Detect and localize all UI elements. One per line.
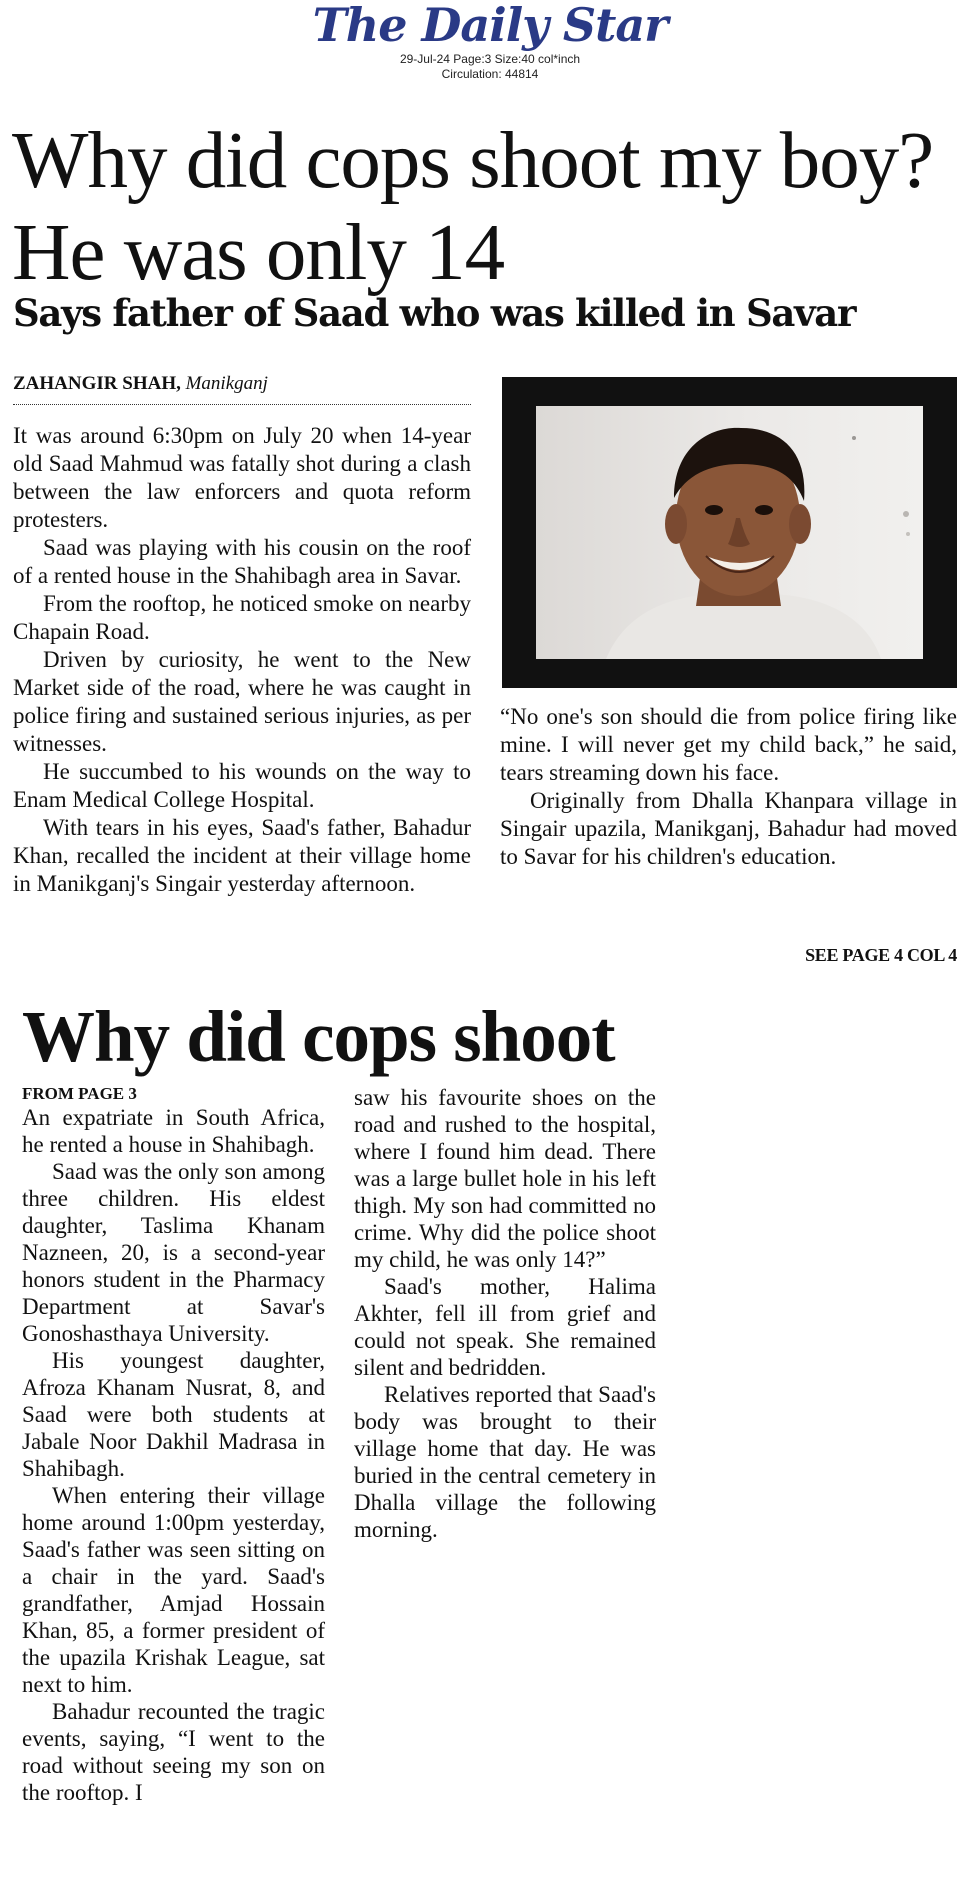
byline-name: ZAHANGIR SHAH, xyxy=(13,373,181,394)
article-column-2 xyxy=(500,703,957,871)
paragraph: With tears in his eyes, Saad's father, Bahadur Khan, recalled the incident at their village home in Manikganj's Singair yesterday afternoon. xyxy=(13,815,471,896)
paragraph: From the rooftop, he noticed smoke on nearby Chapain Road. xyxy=(13,591,471,644)
byline-divider xyxy=(13,404,471,405)
paragraph: Saad was playing with his cousin on the roof of a rented house in the Shahibagh area in Savar. xyxy=(13,535,471,588)
paragraph: Saad's mother, Halima Akhter, fell ill from grief and could not speak. She remained silent and bedridden. xyxy=(354,1274,656,1380)
paragraph: Originally from Dhalla Khanpara village in Singair upazila, Manikganj, Bahadur had moved to Savar for his children's education. xyxy=(500,788,957,869)
continuation-headline: Why did cops shoot xyxy=(22,996,615,1077)
circulation-line: Circulation: 44814 xyxy=(441,67,539,81)
paragraph: “No one's son should die from police firing like mine. I will never get my child back,” he said, tears streaming down his face. xyxy=(500,704,957,785)
byline-place: Manikganj xyxy=(185,373,268,394)
from-page-label: FROM PAGE 3 xyxy=(22,1084,137,1103)
article-column-1 xyxy=(13,422,471,898)
continuation-column-1 xyxy=(22,1104,325,1806)
paragraph: He succumbed to his wounds on the way to Enam Medical College Hospital. xyxy=(13,759,471,812)
newspaper-logo: The Daily Star xyxy=(312,0,668,52)
article-subhead: Says father of Saad who was killed in Savar xyxy=(13,291,856,335)
portrait-photo xyxy=(536,406,923,659)
clipping-meta-line: 29-Jul-24 Page:3 Size:40 col*inch xyxy=(399,52,581,66)
photo-frame xyxy=(502,377,957,688)
paragraph: Relatives reported that Saad's body was brought to their village home that day. He was buried in the central cemetery in Dhalla village the following morning. xyxy=(354,1382,656,1542)
paragraph: saw his favourite shoes on the road and rushed to the hospital, where I found him dead. There was a large bullet hole in his left thigh. My son had committed no crime. Why did the police shoot my child, he was only 14?” xyxy=(354,1085,656,1272)
paragraph: Saad was the only son among three children. His eldest daughter, Taslima Khanam Nazneen, 20, is a second-year honors student in the Pharmacy Department at Savar's Gonoshasthaya University. xyxy=(22,1159,325,1346)
continuation-column-2 xyxy=(354,1084,656,1543)
paragraph: His youngest daughter, Afroza Khanam Nusrat, 8, and Saad were both students at Jabale Noor Dakhil Madrasa in Shahibagh. xyxy=(22,1348,325,1481)
paragraph: Driven by curiosity, he went to the New Market side of the road, where he was caught in police firing and sustained serious injuries, as per witnesses. xyxy=(13,647,471,756)
paragraph: It was around 6:30pm on July 20 when 14-year old Saad Mahmud was fatally shot during a clash between the law enforcers and quota reform protesters. xyxy=(13,423,471,532)
portrait-illustration xyxy=(536,406,923,659)
paragraph: When entering their village home around 1:00pm yesterday, Saad's father was seen sitting on a chair in the yard. Saad's grandfather, Amjad Hossain Khan, 85, a former president of the upazila Krishak League, sat next to him. xyxy=(22,1483,325,1697)
masthead xyxy=(0,0,980,82)
paragraph: Bahadur recounted the tragic events, saying, “I went to the road without seeing my son on the rooftop. I xyxy=(22,1699,325,1805)
paragraph: An expatriate in South Africa, he rented a house in Shahibagh. xyxy=(22,1105,325,1157)
byline xyxy=(13,372,471,396)
continued-jump-line: SEE PAGE 4 COL 4 xyxy=(805,945,957,965)
article-headline: Why did cops shoot my boy? He was only 14 xyxy=(12,115,934,297)
